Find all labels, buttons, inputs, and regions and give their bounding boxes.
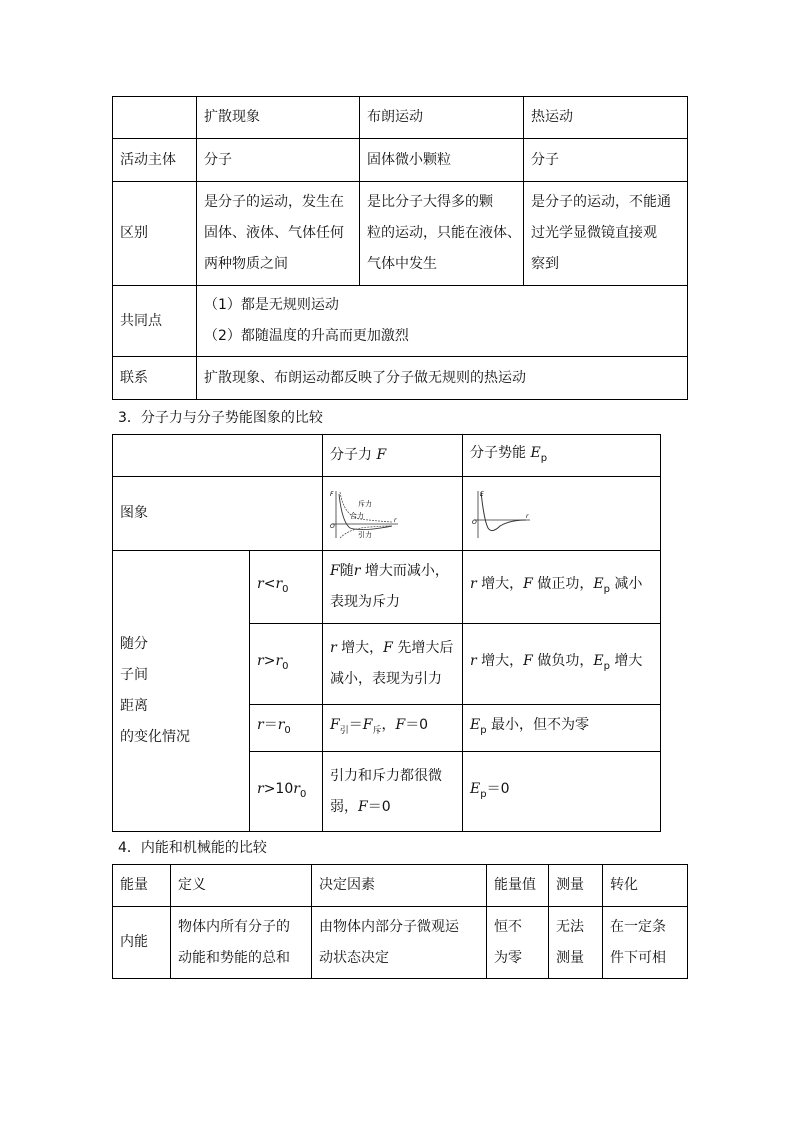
header-factor: 决定因素: [312, 865, 487, 907]
cond-r-gt-r0: $r>r_0$: [250, 624, 323, 705]
force-r-gt-10r0: 引力和斥力都很微 弱，F＝0: [323, 752, 463, 832]
energy-graph-cell: [463, 477, 661, 551]
internal-factor: 由物体内部分子微观运 动状态决定: [312, 907, 487, 979]
svg-text:r: r: [526, 512, 529, 520]
difference-diffusion: 是分子的运动，发生在 固体、液体、气体任何 两种物质之间: [197, 182, 360, 286]
energy-r-eq-r0: $E_p$ 最小，但不为零: [463, 705, 661, 752]
header-empty-2: [113, 435, 323, 477]
svg-text:E: E: [480, 490, 484, 498]
section-4-heading: 4．内能和机械能的比较: [118, 840, 267, 856]
internal-measure: 无法 测量: [549, 907, 603, 979]
header-potential: 分子势能 $E_p$: [463, 435, 661, 477]
row-label-difference: 区别: [113, 182, 197, 286]
image-label: 图象: [113, 477, 323, 551]
relation-text: 扩散现象、布朗运动都反映了分子做无规则的热运动: [197, 357, 688, 400]
svg-text:引力: 引力: [358, 530, 372, 539]
cond-r-lt-r0: $r<r_0$: [250, 551, 323, 624]
svg-text:斥力: 斥力: [358, 499, 372, 508]
cond-r-eq-r0: $r=r_0$: [250, 705, 323, 752]
row-label-common: 共同点: [113, 286, 197, 357]
section-3-heading: 3．分子力与分子势能图象的比较: [118, 410, 323, 426]
subject-diffusion: 分子: [197, 139, 360, 182]
svg-text:合力: 合力: [350, 511, 364, 520]
comparison-table-motion: [112, 96, 688, 400]
force-r-lt-r0: F随r 增大而减小， 表现为斥力: [323, 551, 463, 624]
force-graph: [330, 488, 400, 540]
row-label-relation: 联系: [113, 357, 197, 400]
header-energy: 能量: [113, 865, 171, 907]
force-r-gt-r0: r 增大，F 先增大后 减小，表现为引力: [323, 624, 463, 705]
svg-text:r: r: [394, 516, 397, 524]
header-force: 分子力 F: [323, 435, 463, 477]
common-points: （1）都是无规则运动 （2）都随温度的升高而更加激烈: [197, 286, 688, 357]
subject-thermal: 分子: [524, 139, 688, 182]
internal-value: 恒不 为零: [487, 907, 549, 979]
comparison-table-internal-energy: [112, 864, 688, 979]
cond-r-gt-10r0: $r>10r_0$: [250, 752, 323, 832]
difference-thermal: 是分子的运动，不能通 过光学显微镜直接观 察到: [524, 182, 688, 286]
header-measure: 测量: [549, 865, 603, 907]
row-label-subject: 活动主体: [113, 139, 197, 182]
group-label: 随分 子间 距离 的变化情况: [113, 551, 250, 832]
header-empty: [113, 97, 197, 139]
header-brownian: 布朗运动: [360, 97, 524, 139]
header-value: 能量值: [487, 865, 549, 907]
energy-r-gt-10r0: $E_p=0$: [463, 752, 661, 832]
energy-r-lt-r0: r 增大，F 做正功，$E_p$ 减小: [463, 551, 661, 624]
svg-text:O: O: [472, 518, 477, 526]
svg-text:F: F: [330, 490, 334, 498]
energy-r-gt-r0: r 增大，F 做负功，$E_p$ 增大: [463, 624, 661, 705]
row-label-internal: 内能: [113, 907, 171, 979]
energy-graph: [470, 488, 532, 540]
subject-brownian: 固体微小颗粒: [360, 139, 524, 182]
force-graph-cell: [323, 477, 463, 551]
difference-brownian: 是比分子大得多的颗 粒的运动，只能在液体、 气体中发生: [360, 182, 524, 286]
svg-text:O: O: [330, 522, 335, 530]
force-r-eq-r0: $F_引=F_斥$，F＝0: [323, 705, 463, 752]
internal-convert: 在一定条 件下可相: [603, 907, 688, 979]
comparison-table-force-energy: [112, 434, 661, 832]
header-diffusion: 扩散现象: [197, 97, 360, 139]
header-definition: 定义: [171, 865, 312, 907]
header-convert: 转化: [603, 865, 688, 907]
header-thermal: 热运动: [524, 97, 688, 139]
internal-definition: 物体内所有分子的 动能和势能的总和: [171, 907, 312, 979]
